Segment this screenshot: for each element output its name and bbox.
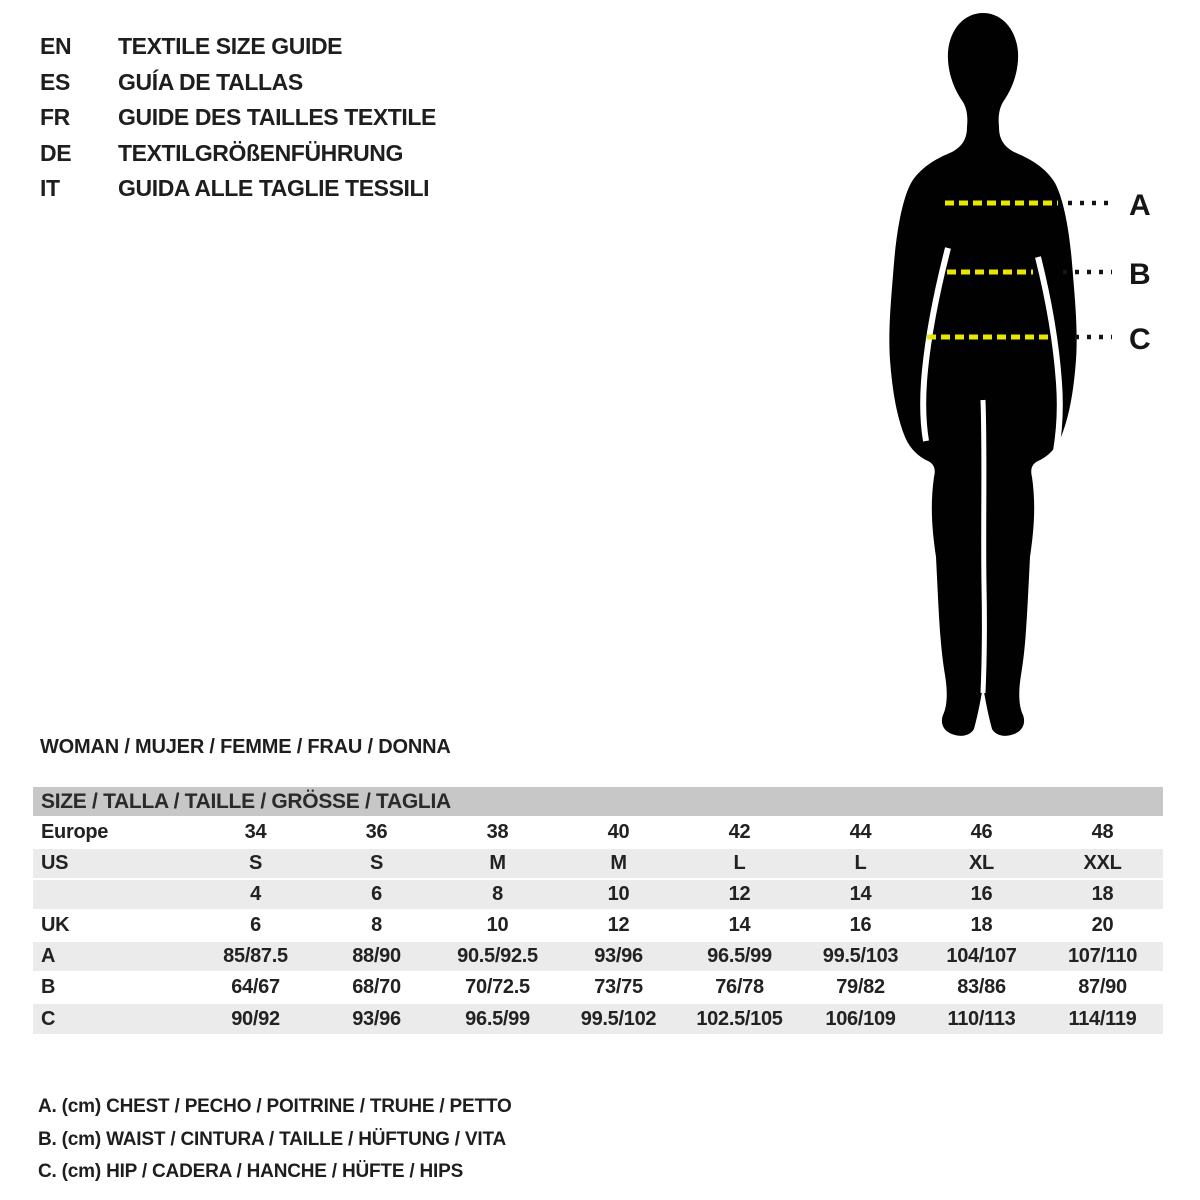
marker-label-c: C (1129, 323, 1151, 356)
size-cell: 6 (195, 910, 316, 941)
size-table (33, 785, 1163, 1034)
row-label: A (33, 941, 195, 972)
size-cell: 96.5/99 (679, 941, 800, 972)
row-label: US (33, 848, 195, 879)
size-cell: 99.5/103 (800, 941, 921, 972)
size-cell: 114/119 (1042, 1003, 1163, 1034)
size-cell: 96.5/99 (437, 1003, 558, 1034)
marker-label-b: B (1129, 258, 1151, 291)
size-table-header-row (33, 786, 1163, 817)
row-label: C (33, 1003, 195, 1034)
size-cell: 36 (316, 817, 437, 848)
size-cell: XXL (1042, 848, 1163, 879)
legend-line-hip: C. (cm) HIP / CADERA / HANCHE / HÜFTE / HIPS (38, 1161, 464, 1182)
size-cell: 90/92 (195, 1003, 316, 1034)
row-label (33, 879, 195, 910)
size-cell: 16 (800, 910, 921, 941)
marker-label-a: A (1129, 189, 1151, 222)
size-cell: 18 (921, 910, 1042, 941)
size-cell: 93/96 (316, 1003, 437, 1034)
table-row (33, 941, 1163, 972)
guide-title-de: TEXTILGRÖßENFÜHRUNG (118, 139, 403, 166)
size-cell: M (558, 848, 679, 879)
size-cell: L (679, 848, 800, 879)
size-cell: 8 (316, 910, 437, 941)
guide-title-fr: GUIDE DES TAILLES TEXTILE (118, 104, 436, 131)
size-cell: 20 (1042, 910, 1163, 941)
size-cell: S (195, 848, 316, 879)
guide-title-it: GUIDA ALLE TAGLIE TESSILI (118, 175, 430, 202)
row-label: B (33, 972, 195, 1003)
size-cell: S (316, 848, 437, 879)
row-label: UK (33, 910, 195, 941)
size-cell: 88/90 (316, 941, 437, 972)
size-cell: 8 (437, 879, 558, 910)
size-cell: 38 (437, 817, 558, 848)
table-row (33, 972, 1163, 1003)
size-cell: 79/82 (800, 972, 921, 1003)
lang-code: EN (40, 33, 72, 60)
size-cell: 12 (679, 879, 800, 910)
size-cell: 18 (1042, 879, 1163, 910)
lang-row-fr (40, 100, 436, 136)
measurement-legend (38, 1091, 512, 1189)
size-cell: 10 (437, 910, 558, 941)
size-cell: 68/70 (316, 972, 437, 1003)
table-row (33, 817, 1163, 848)
section-title-woman: WOMAN / MUJER / FEMME / FRAU / DONNA (40, 736, 451, 758)
size-cell: 93/96 (558, 941, 679, 972)
size-cell: 83/86 (921, 972, 1042, 1003)
guide-title-en: TEXTILE SIZE GUIDE (118, 33, 343, 60)
legend-line-chest: A. (cm) CHEST / PECHO / POITRINE / TRUHE / PETTO (38, 1096, 512, 1117)
size-cell: 102.5/105 (679, 1003, 800, 1034)
size-cell: XL (921, 848, 1042, 879)
size-table-body (33, 786, 1163, 1034)
size-cell: 73/75 (558, 972, 679, 1003)
language-title-list (40, 29, 436, 207)
size-cell: 64/67 (195, 972, 316, 1003)
lang-row-de (40, 136, 436, 172)
lang-code: FR (40, 104, 70, 131)
size-cell: 106/109 (800, 1003, 921, 1034)
size-cell: 12 (558, 910, 679, 941)
table-row (33, 848, 1163, 879)
size-cell: 48 (1042, 817, 1163, 848)
size-cell: 44 (800, 817, 921, 848)
size-cell: 14 (679, 910, 800, 941)
size-cell: M (437, 848, 558, 879)
size-cell: 16 (921, 879, 1042, 910)
leg-gap (983, 400, 984, 693)
size-cell: 42 (679, 817, 800, 848)
size-cell: 46 (921, 817, 1042, 848)
size-cell: 14 (800, 879, 921, 910)
size-cell: L (800, 848, 921, 879)
size-cell: 110/113 (921, 1003, 1042, 1034)
lang-row-en (40, 29, 436, 65)
size-cell: 70/72.5 (437, 972, 558, 1003)
lang-code: IT (40, 175, 60, 202)
size-cell: 34 (195, 817, 316, 848)
size-cell: 104/107 (921, 941, 1042, 972)
size-cell: 85/87.5 (195, 941, 316, 972)
lang-code: DE (40, 139, 72, 166)
size-cell: 87/90 (1042, 972, 1163, 1003)
size-table-header: SIZE / TALLA / TAILLE / GRÖSSE / TAGLIA (33, 786, 1163, 817)
table-row (33, 879, 1163, 910)
size-cell: 4 (195, 879, 316, 910)
size-cell: 107/110 (1042, 941, 1163, 972)
woman-silhouette-figure (880, 5, 1200, 745)
size-cell: 6 (316, 879, 437, 910)
row-label: Europe (33, 817, 195, 848)
lang-code: ES (40, 68, 70, 95)
size-cell: 76/78 (679, 972, 800, 1003)
lang-row-it (40, 171, 436, 207)
size-cell: 40 (558, 817, 679, 848)
lang-row-es (40, 65, 436, 101)
size-cell: 90.5/92.5 (437, 941, 558, 972)
size-cell: 10 (558, 879, 679, 910)
table-row (33, 1003, 1163, 1034)
table-row (33, 910, 1163, 941)
legend-line-waist: B. (cm) WAIST / CINTURA / TAILLE / HÜFTUNG / VITA (38, 1128, 506, 1150)
size-cell: 99.5/102 (558, 1003, 679, 1034)
guide-title-es: GUÍA DE TALLAS (118, 68, 303, 95)
